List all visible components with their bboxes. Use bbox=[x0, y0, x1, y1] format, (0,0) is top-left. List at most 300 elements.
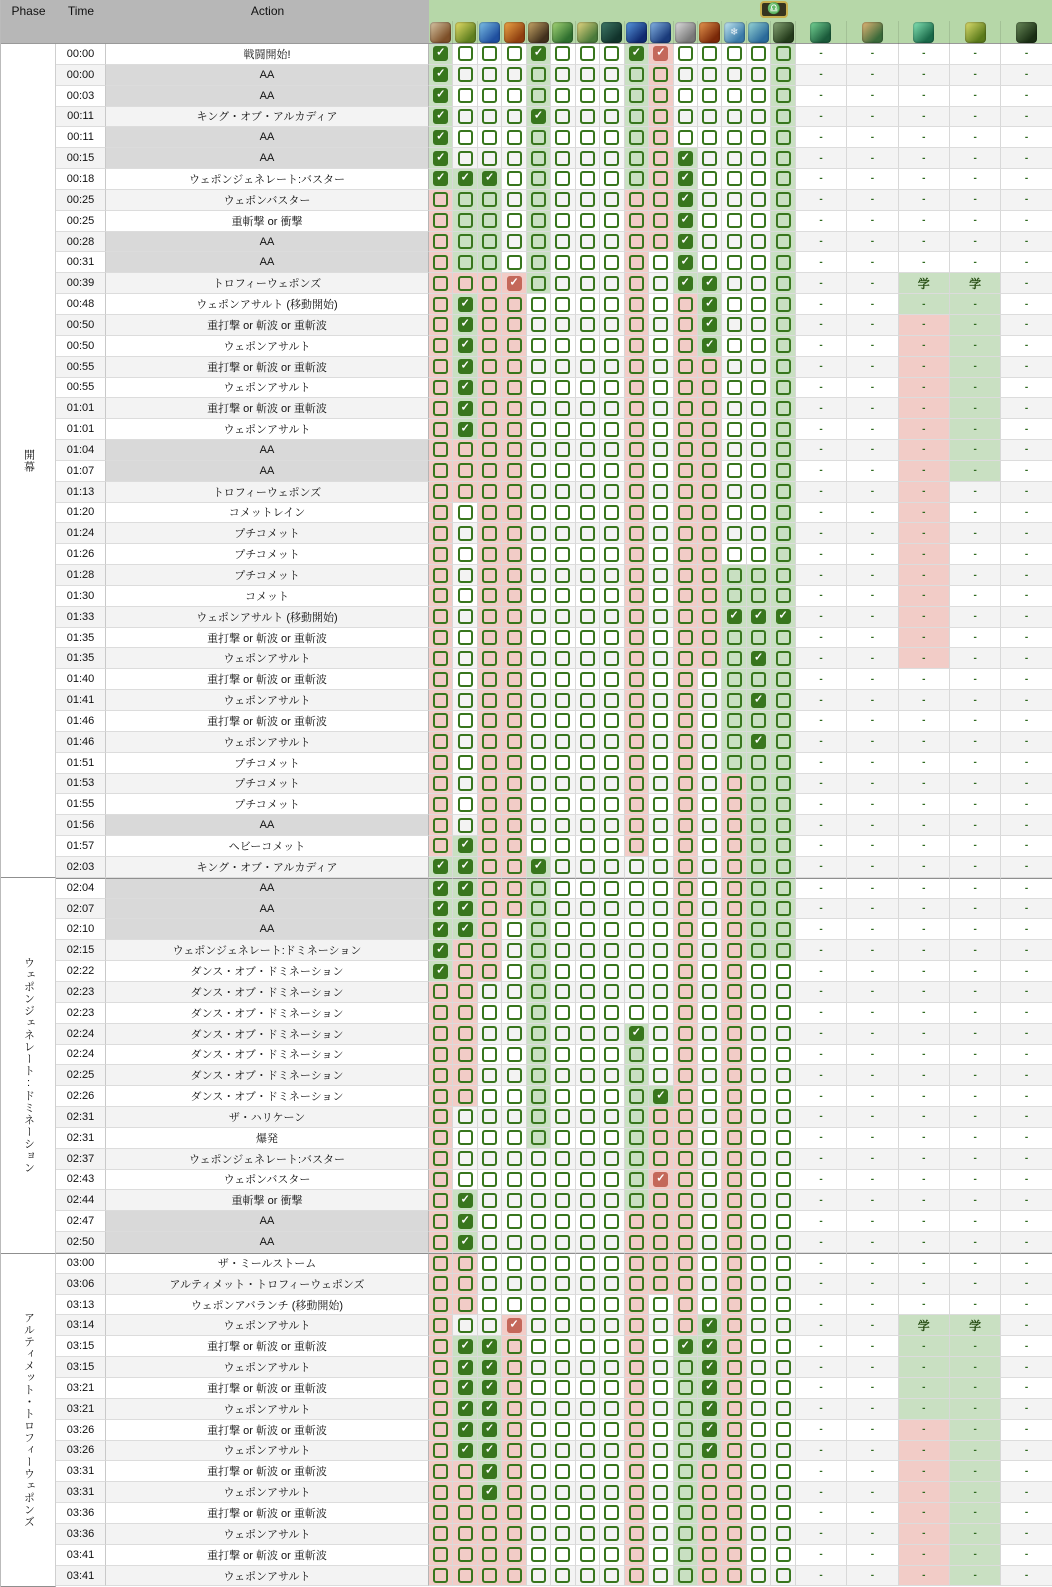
checkbox[interactable] bbox=[678, 797, 693, 812]
checkbox[interactable] bbox=[580, 922, 595, 937]
checkbox[interactable] bbox=[604, 401, 619, 416]
checkbox[interactable] bbox=[727, 1047, 742, 1062]
checkbox[interactable] bbox=[751, 359, 766, 374]
checkbox[interactable] bbox=[433, 1172, 448, 1187]
checkbox[interactable] bbox=[507, 755, 522, 770]
checkbox[interactable] bbox=[580, 1339, 595, 1354]
checkbox[interactable]: ✓ bbox=[433, 151, 448, 166]
checkbox[interactable]: ✓ bbox=[531, 46, 546, 61]
checkbox[interactable] bbox=[531, 630, 546, 645]
checkbox[interactable] bbox=[678, 964, 693, 979]
checkbox[interactable] bbox=[555, 255, 570, 270]
checkbox[interactable] bbox=[629, 776, 644, 791]
checkbox[interactable] bbox=[727, 276, 742, 291]
checkbox[interactable] bbox=[751, 1089, 766, 1104]
checkbox[interactable] bbox=[507, 1193, 522, 1208]
checkbox[interactable] bbox=[482, 1568, 497, 1583]
checkbox[interactable] bbox=[727, 1547, 742, 1562]
checkbox[interactable] bbox=[776, 568, 791, 583]
checkbox[interactable] bbox=[555, 526, 570, 541]
checkbox[interactable] bbox=[727, 1485, 742, 1500]
checkbox[interactable] bbox=[555, 276, 570, 291]
checkbox[interactable] bbox=[433, 1505, 448, 1520]
checkbox[interactable] bbox=[629, 526, 644, 541]
checkbox[interactable] bbox=[555, 755, 570, 770]
checkbox[interactable] bbox=[507, 1360, 522, 1375]
checkbox[interactable] bbox=[604, 984, 619, 999]
checkbox[interactable] bbox=[555, 401, 570, 416]
checkbox[interactable]: ✓ bbox=[727, 609, 742, 624]
checkbox[interactable] bbox=[727, 171, 742, 186]
checkbox[interactable] bbox=[507, 1047, 522, 1062]
checkbox[interactable] bbox=[433, 1130, 448, 1145]
checkbox[interactable] bbox=[433, 588, 448, 603]
checkbox[interactable] bbox=[776, 734, 791, 749]
checkbox[interactable] bbox=[458, 984, 473, 999]
checkbox[interactable] bbox=[458, 1047, 473, 1062]
checkbox[interactable] bbox=[580, 755, 595, 770]
checkbox[interactable] bbox=[653, 505, 668, 520]
checkbox[interactable] bbox=[653, 1360, 668, 1375]
checkbox[interactable] bbox=[727, 651, 742, 666]
checkbox[interactable] bbox=[702, 1297, 717, 1312]
checkbox[interactable] bbox=[507, 1005, 522, 1020]
checkbox[interactable] bbox=[727, 1214, 742, 1229]
checkbox[interactable] bbox=[678, 588, 693, 603]
checkbox[interactable] bbox=[604, 192, 619, 207]
checkbox[interactable] bbox=[531, 359, 546, 374]
checkbox[interactable] bbox=[751, 630, 766, 645]
checkbox[interactable]: ✓ bbox=[702, 317, 717, 332]
checkbox[interactable] bbox=[555, 1547, 570, 1562]
checkbox[interactable]: ✓ bbox=[702, 297, 717, 312]
checkbox[interactable] bbox=[678, 1130, 693, 1145]
checkbox[interactable] bbox=[678, 734, 693, 749]
checkbox[interactable]: ✓ bbox=[433, 130, 448, 145]
checkbox[interactable]: ✓ bbox=[482, 1422, 497, 1437]
checkbox[interactable] bbox=[678, 67, 693, 82]
checkbox[interactable] bbox=[653, 130, 668, 145]
checkbox[interactable] bbox=[433, 1380, 448, 1395]
checkbox[interactable] bbox=[580, 1151, 595, 1166]
checkbox[interactable] bbox=[507, 609, 522, 624]
checkbox[interactable] bbox=[507, 422, 522, 437]
checkbox[interactable] bbox=[458, 463, 473, 478]
checkbox[interactable] bbox=[653, 630, 668, 645]
checkbox[interactable] bbox=[653, 1401, 668, 1416]
checkbox[interactable] bbox=[458, 568, 473, 583]
checkbox[interactable] bbox=[433, 1360, 448, 1375]
checkbox[interactable] bbox=[433, 547, 448, 562]
checkbox[interactable] bbox=[458, 797, 473, 812]
checkbox[interactable] bbox=[604, 1193, 619, 1208]
checkbox[interactable] bbox=[580, 505, 595, 520]
checkbox[interactable] bbox=[482, 1193, 497, 1208]
checkbox[interactable] bbox=[507, 1151, 522, 1166]
checkbox[interactable] bbox=[653, 234, 668, 249]
checkbox[interactable] bbox=[751, 672, 766, 687]
checkbox[interactable] bbox=[653, 693, 668, 708]
checkbox[interactable] bbox=[531, 651, 546, 666]
checkbox[interactable] bbox=[433, 1256, 448, 1271]
checkbox[interactable] bbox=[580, 1360, 595, 1375]
checkbox[interactable] bbox=[727, 588, 742, 603]
checkbox[interactable] bbox=[653, 713, 668, 728]
checkbox[interactable]: ✓ bbox=[458, 1193, 473, 1208]
checkbox[interactable] bbox=[555, 1276, 570, 1291]
checkbox[interactable] bbox=[482, 255, 497, 270]
checkbox[interactable] bbox=[629, 693, 644, 708]
checkbox[interactable] bbox=[507, 1297, 522, 1312]
checkbox[interactable] bbox=[433, 984, 448, 999]
checkbox[interactable] bbox=[507, 672, 522, 687]
checkbox[interactable] bbox=[653, 442, 668, 457]
checkbox[interactable] bbox=[751, 1401, 766, 1416]
checkbox[interactable] bbox=[482, 734, 497, 749]
checkbox[interactable] bbox=[580, 1464, 595, 1479]
checkbox[interactable] bbox=[629, 1068, 644, 1083]
checkbox[interactable] bbox=[433, 297, 448, 312]
checkbox[interactable] bbox=[727, 359, 742, 374]
checkbox[interactable] bbox=[776, 484, 791, 499]
checkbox[interactable] bbox=[555, 88, 570, 103]
checkbox[interactable] bbox=[531, 547, 546, 562]
checkbox[interactable] bbox=[629, 255, 644, 270]
checkbox[interactable] bbox=[433, 338, 448, 353]
checkbox[interactable]: ✓ bbox=[702, 1318, 717, 1333]
checkbox[interactable]: ✓ bbox=[433, 67, 448, 82]
checkbox[interactable] bbox=[727, 1256, 742, 1271]
checkbox[interactable] bbox=[604, 1360, 619, 1375]
checkbox[interactable] bbox=[555, 568, 570, 583]
checkbox[interactable] bbox=[678, 338, 693, 353]
checkbox[interactable] bbox=[776, 297, 791, 312]
checkbox[interactable] bbox=[580, 1485, 595, 1500]
checkbox[interactable] bbox=[727, 713, 742, 728]
checkbox[interactable] bbox=[678, 547, 693, 562]
checkbox[interactable] bbox=[702, 234, 717, 249]
checkbox[interactable] bbox=[555, 1339, 570, 1354]
checkbox[interactable] bbox=[702, 818, 717, 833]
checkbox[interactable] bbox=[555, 192, 570, 207]
checkbox[interactable] bbox=[531, 130, 546, 145]
checkbox[interactable] bbox=[751, 1485, 766, 1500]
checkbox[interactable] bbox=[482, 1505, 497, 1520]
checkbox[interactable] bbox=[629, 964, 644, 979]
checkbox[interactable] bbox=[555, 297, 570, 312]
checkbox[interactable] bbox=[433, 1089, 448, 1104]
checkbox[interactable] bbox=[727, 901, 742, 916]
checkbox[interactable] bbox=[555, 1401, 570, 1416]
checkbox[interactable] bbox=[604, 838, 619, 853]
checkbox[interactable] bbox=[531, 1276, 546, 1291]
checkbox[interactable] bbox=[531, 1026, 546, 1041]
checkbox[interactable] bbox=[751, 192, 766, 207]
checkbox[interactable] bbox=[702, 755, 717, 770]
checkbox[interactable] bbox=[531, 463, 546, 478]
checkbox[interactable] bbox=[776, 130, 791, 145]
checkbox[interactable] bbox=[727, 88, 742, 103]
checkbox[interactable] bbox=[727, 1297, 742, 1312]
checkbox[interactable] bbox=[653, 797, 668, 812]
checkbox[interactable] bbox=[751, 1109, 766, 1124]
checkbox[interactable]: ✓ bbox=[433, 859, 448, 874]
checkbox[interactable] bbox=[629, 67, 644, 82]
checkbox[interactable] bbox=[555, 797, 570, 812]
checkbox[interactable] bbox=[482, 1297, 497, 1312]
checkbox[interactable] bbox=[678, 1235, 693, 1250]
checkbox[interactable] bbox=[482, 1068, 497, 1083]
checkbox[interactable] bbox=[580, 964, 595, 979]
checkbox[interactable] bbox=[727, 109, 742, 124]
checkbox[interactable] bbox=[531, 1297, 546, 1312]
checkbox[interactable] bbox=[653, 192, 668, 207]
checkbox[interactable] bbox=[678, 380, 693, 395]
checkbox[interactable] bbox=[433, 192, 448, 207]
checkbox[interactable] bbox=[482, 130, 497, 145]
checkbox[interactable] bbox=[604, 651, 619, 666]
checkbox[interactable] bbox=[751, 1464, 766, 1479]
checkbox[interactable] bbox=[653, 964, 668, 979]
checkbox[interactable] bbox=[458, 651, 473, 666]
checkbox[interactable] bbox=[458, 588, 473, 603]
checkbox[interactable] bbox=[727, 1130, 742, 1145]
checkbox[interactable] bbox=[531, 609, 546, 624]
checkbox[interactable] bbox=[727, 734, 742, 749]
checkbox[interactable] bbox=[629, 1443, 644, 1458]
checkbox[interactable] bbox=[629, 943, 644, 958]
checkbox[interactable] bbox=[727, 213, 742, 228]
checkbox[interactable] bbox=[629, 192, 644, 207]
checkbox[interactable] bbox=[580, 1047, 595, 1062]
checkbox[interactable] bbox=[458, 1568, 473, 1583]
checkbox[interactable] bbox=[751, 67, 766, 82]
checkbox[interactable] bbox=[702, 1526, 717, 1541]
checkbox[interactable] bbox=[458, 943, 473, 958]
checkbox[interactable] bbox=[482, 588, 497, 603]
checkbox[interactable] bbox=[629, 422, 644, 437]
checkbox[interactable]: ✓ bbox=[678, 234, 693, 249]
checkbox[interactable] bbox=[433, 1235, 448, 1250]
checkbox[interactable] bbox=[482, 1276, 497, 1291]
checkbox[interactable] bbox=[507, 776, 522, 791]
checkbox[interactable] bbox=[727, 1151, 742, 1166]
checkbox[interactable] bbox=[555, 547, 570, 562]
checkbox[interactable] bbox=[751, 838, 766, 853]
checkbox[interactable] bbox=[776, 276, 791, 291]
checkbox[interactable] bbox=[433, 1068, 448, 1083]
checkbox[interactable]: ✓ bbox=[458, 1360, 473, 1375]
checkbox[interactable] bbox=[433, 526, 448, 541]
checkbox[interactable] bbox=[507, 1443, 522, 1458]
checkbox[interactable] bbox=[604, 297, 619, 312]
checkbox[interactable] bbox=[776, 943, 791, 958]
checkbox[interactable] bbox=[531, 1089, 546, 1104]
checkbox[interactable] bbox=[458, 1089, 473, 1104]
checkbox[interactable] bbox=[776, 818, 791, 833]
checkbox[interactable] bbox=[482, 317, 497, 332]
checkbox[interactable] bbox=[507, 588, 522, 603]
checkbox[interactable] bbox=[482, 838, 497, 853]
checkbox[interactable] bbox=[433, 693, 448, 708]
checkbox[interactable]: ✓ bbox=[433, 943, 448, 958]
checkbox[interactable] bbox=[678, 672, 693, 687]
checkbox[interactable] bbox=[653, 881, 668, 896]
checkbox[interactable] bbox=[555, 359, 570, 374]
checkbox[interactable] bbox=[629, 588, 644, 603]
checkbox[interactable] bbox=[482, 1130, 497, 1145]
checkbox[interactable] bbox=[653, 463, 668, 478]
checkbox[interactable] bbox=[751, 1047, 766, 1062]
checkbox[interactable] bbox=[507, 1547, 522, 1562]
checkbox[interactable] bbox=[776, 776, 791, 791]
checkbox[interactable] bbox=[507, 213, 522, 228]
checkbox[interactable] bbox=[433, 755, 448, 770]
checkbox[interactable] bbox=[702, 171, 717, 186]
checkbox[interactable] bbox=[751, 1568, 766, 1583]
checkbox[interactable] bbox=[458, 88, 473, 103]
checkbox[interactable] bbox=[580, 151, 595, 166]
checkbox[interactable] bbox=[531, 1109, 546, 1124]
checkbox[interactable] bbox=[727, 380, 742, 395]
checkbox[interactable] bbox=[629, 859, 644, 874]
checkbox[interactable] bbox=[507, 734, 522, 749]
checkbox[interactable] bbox=[555, 1193, 570, 1208]
checkbox[interactable] bbox=[507, 922, 522, 937]
checkbox[interactable] bbox=[433, 609, 448, 624]
checkbox[interactable]: ✓ bbox=[653, 1172, 668, 1187]
checkbox[interactable]: ✓ bbox=[458, 338, 473, 353]
checkbox[interactable] bbox=[727, 693, 742, 708]
checkbox[interactable] bbox=[458, 1276, 473, 1291]
checkbox[interactable] bbox=[751, 1235, 766, 1250]
checkbox[interactable]: ✓ bbox=[482, 1380, 497, 1395]
checkbox[interactable] bbox=[580, 609, 595, 624]
checkbox[interactable] bbox=[678, 484, 693, 499]
checkbox[interactable] bbox=[776, 109, 791, 124]
checkbox[interactable] bbox=[531, 442, 546, 457]
checkbox[interactable] bbox=[653, 651, 668, 666]
checkbox[interactable] bbox=[776, 67, 791, 82]
checkbox[interactable] bbox=[555, 693, 570, 708]
checkbox[interactable] bbox=[629, 1151, 644, 1166]
checkbox[interactable] bbox=[776, 1005, 791, 1020]
checkbox[interactable] bbox=[433, 651, 448, 666]
checkbox[interactable] bbox=[629, 547, 644, 562]
checkbox[interactable] bbox=[702, 859, 717, 874]
checkbox[interactable] bbox=[702, 88, 717, 103]
checkbox[interactable] bbox=[678, 818, 693, 833]
checkbox[interactable]: ✓ bbox=[482, 1360, 497, 1375]
checkbox[interactable] bbox=[531, 713, 546, 728]
checkbox[interactable]: ✓ bbox=[751, 693, 766, 708]
checkbox[interactable] bbox=[531, 1256, 546, 1271]
checkbox[interactable] bbox=[629, 1339, 644, 1354]
checkbox[interactable] bbox=[629, 338, 644, 353]
checkbox[interactable] bbox=[507, 1130, 522, 1145]
checkbox[interactable] bbox=[751, 463, 766, 478]
checkbox[interactable] bbox=[776, 755, 791, 770]
checkbox[interactable] bbox=[531, 901, 546, 916]
checkbox[interactable] bbox=[702, 422, 717, 437]
checkbox[interactable] bbox=[482, 46, 497, 61]
checkbox[interactable] bbox=[482, 442, 497, 457]
checkbox[interactable] bbox=[580, 192, 595, 207]
checkbox[interactable] bbox=[555, 484, 570, 499]
checkbox[interactable] bbox=[776, 1172, 791, 1187]
checkbox[interactable] bbox=[678, 297, 693, 312]
checkbox[interactable] bbox=[580, 693, 595, 708]
checkbox[interactable] bbox=[482, 776, 497, 791]
checkbox[interactable] bbox=[751, 130, 766, 145]
checkbox[interactable] bbox=[751, 484, 766, 499]
checkbox[interactable] bbox=[433, 568, 448, 583]
checkbox[interactable] bbox=[482, 1047, 497, 1062]
checkbox[interactable] bbox=[776, 859, 791, 874]
checkbox[interactable] bbox=[482, 630, 497, 645]
checkbox[interactable]: ✓ bbox=[629, 46, 644, 61]
checkbox[interactable] bbox=[555, 505, 570, 520]
checkbox[interactable] bbox=[604, 713, 619, 728]
checkbox[interactable] bbox=[678, 881, 693, 896]
checkbox[interactable] bbox=[702, 213, 717, 228]
checkbox[interactable] bbox=[678, 1276, 693, 1291]
checkbox[interactable] bbox=[751, 1422, 766, 1437]
checkbox[interactable] bbox=[653, 922, 668, 937]
checkbox[interactable] bbox=[507, 88, 522, 103]
checkbox[interactable] bbox=[458, 547, 473, 562]
checkbox[interactable] bbox=[555, 1172, 570, 1187]
checkbox[interactable] bbox=[653, 88, 668, 103]
checkbox[interactable] bbox=[776, 672, 791, 687]
checkbox[interactable] bbox=[776, 797, 791, 812]
checkbox[interactable] bbox=[678, 901, 693, 916]
checkbox[interactable] bbox=[727, 1401, 742, 1416]
checkbox[interactable] bbox=[458, 442, 473, 457]
checkbox[interactable]: ✓ bbox=[776, 609, 791, 624]
checkbox[interactable] bbox=[751, 568, 766, 583]
checkbox[interactable] bbox=[580, 359, 595, 374]
checkbox[interactable] bbox=[531, 484, 546, 499]
checkbox[interactable] bbox=[531, 276, 546, 291]
checkbox[interactable] bbox=[727, 297, 742, 312]
checkbox[interactable] bbox=[555, 1464, 570, 1479]
checkbox[interactable] bbox=[776, 1089, 791, 1104]
checkbox[interactable] bbox=[653, 1568, 668, 1583]
checkbox[interactable] bbox=[482, 338, 497, 353]
checkbox[interactable] bbox=[507, 859, 522, 874]
checkbox[interactable] bbox=[653, 1047, 668, 1062]
checkbox[interactable] bbox=[653, 317, 668, 332]
checkbox[interactable] bbox=[507, 151, 522, 166]
checkbox[interactable] bbox=[555, 1109, 570, 1124]
checkbox[interactable] bbox=[776, 338, 791, 353]
checkbox[interactable] bbox=[458, 151, 473, 166]
checkbox[interactable]: ✓ bbox=[482, 1464, 497, 1479]
checkbox[interactable] bbox=[507, 442, 522, 457]
checkbox[interactable] bbox=[433, 734, 448, 749]
checkbox[interactable] bbox=[776, 984, 791, 999]
checkbox[interactable] bbox=[727, 1339, 742, 1354]
checkbox[interactable] bbox=[653, 755, 668, 770]
checkbox[interactable] bbox=[531, 881, 546, 896]
checkbox[interactable] bbox=[555, 338, 570, 353]
checkbox[interactable] bbox=[507, 1485, 522, 1500]
checkbox[interactable] bbox=[702, 609, 717, 624]
checkbox[interactable] bbox=[555, 46, 570, 61]
checkbox[interactable] bbox=[776, 1568, 791, 1583]
checkbox[interactable] bbox=[531, 1422, 546, 1437]
